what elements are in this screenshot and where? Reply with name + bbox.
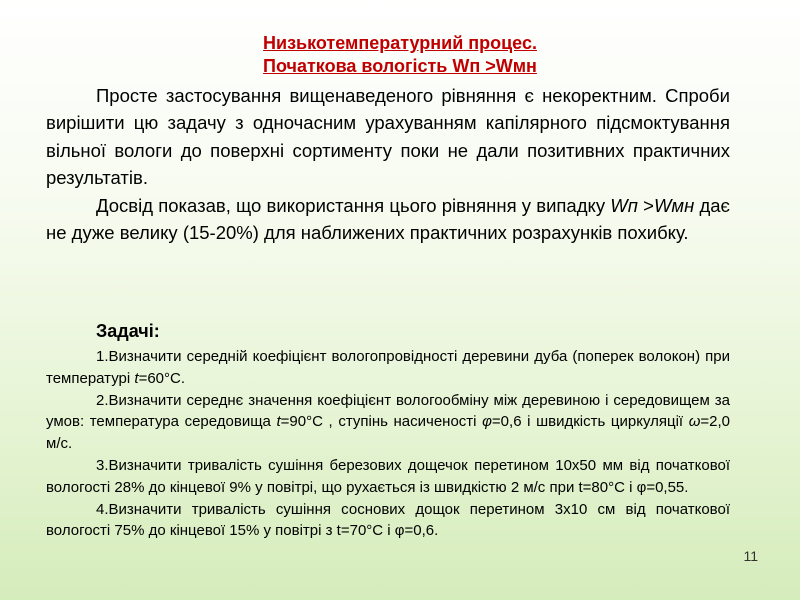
paragraph-1: Просте застосування вищенаведеного рівняння є некоректним. Спроби вирішити цю задачу з одночасним урахуванням капілярного підсмоктування вільної вологи до поверхні сортименту поки не дали позитивних практичних результатів. xyxy=(46,85,730,189)
slide-title xyxy=(0,32,800,78)
task-2-text: 2.Визначити середнє значення коефіцієнт вологообміну між деревиною і середовищем за умов: температура середовища xyxy=(46,391,730,431)
paragraph-2 xyxy=(46,192,730,247)
body-text xyxy=(46,82,730,246)
title-line-1: Низькотемпературний процес. xyxy=(263,33,537,53)
task-1-tail: =60°С. xyxy=(138,369,186,387)
var-omega: ω xyxy=(688,413,701,431)
var-t: t xyxy=(276,413,281,431)
var-phi: φ xyxy=(482,413,492,431)
task-2-part-d: =2,0 м/с. xyxy=(46,413,730,453)
task-3: 3.Визначити тривалість сушіння березових дощечок перетином 10х50 мм від початкової вологості 28% до кінцевої 9% у повітрі, що рухається із швидкістю 2 м/с при t=80°С і φ=0,55. xyxy=(46,456,730,496)
var-t: t xyxy=(134,369,139,387)
task-2-part-c: =0,6 і швидкість циркуляції xyxy=(491,413,689,431)
paragraph-2-rest: дає не дуже велику (15-20%) для наближених практичних розрахунків похибку. xyxy=(46,194,730,244)
task-1 xyxy=(46,346,730,390)
gt-sign: > xyxy=(637,194,654,216)
title-line-2: Початкова вологість Wп >Wмн xyxy=(263,56,537,76)
tasks-section xyxy=(46,318,730,542)
var-wmn: Wмн xyxy=(653,194,695,216)
paragraph-2-lead: Досвід показав, що використання цього рівняння у випадку xyxy=(96,194,606,216)
task-4: 4.Визначити тривалість сушіння соснових дощок перетином 3х10 см від початкової вологості 75% до кінцевої 15% у повітрі з t=70°С і φ=0,6. xyxy=(46,500,730,540)
page-number: 11 xyxy=(743,548,758,564)
var-wp: Wп xyxy=(610,194,638,216)
tasks-heading: Задачі: xyxy=(96,321,160,341)
task-2-part-b: =90°С , ступінь насиченості xyxy=(280,413,483,431)
task-2 xyxy=(46,390,730,455)
task-1-text: 1.Визначити середній коефіцієнт вологопровідності деревини дуба (поперек волокон) при температурі xyxy=(46,348,730,387)
